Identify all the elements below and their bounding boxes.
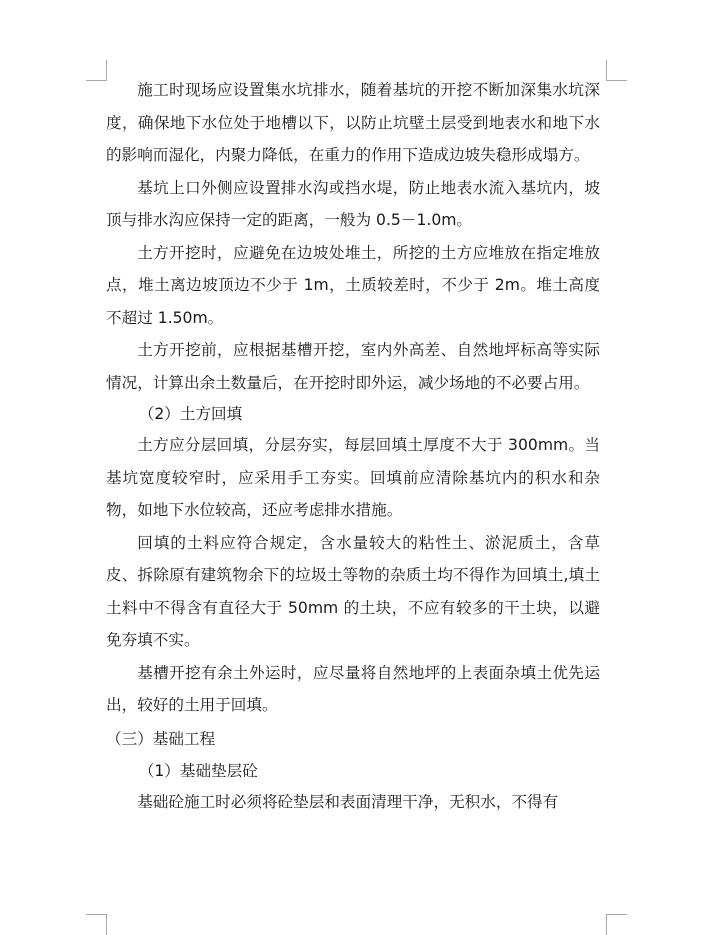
heading-foundation-works: （三）基础工程 xyxy=(106,729,216,748)
heading-backfill: （2）土方回填 xyxy=(138,405,243,423)
paragraph-excess-soil: 土方开挖前，应根据基槽开挖，室内外高差、自然地坪标高等实际情况，计算出余土数量后，在开挖时即外运，减少场地的不必要占用。 xyxy=(106,341,600,392)
paragraph-backfill-material: 回填的土料应符合规定，含水量较大的粘性土、淤泥质土，含草皮、拆除原有建筑物余下的垃圾土等物的杂质土均不得作为回填土,填土土料中不得含有直径大于 50mm 的土块，不应有较多的干土块，以避免夯填不实。 xyxy=(106,533,600,649)
paragraph-surplus-soil-transport: 基槽开挖有余土外运时，应尽量将自然地坪的上表面杂填土优先运 出，较好的土用于回填。 xyxy=(106,663,610,714)
page-corner-mark-top-right xyxy=(606,60,627,81)
paragraph-soil-stacking: 土方开挖时，应避免在边坡处堆土，所挖的土方应堆放在指定堆放点，堆土离边坡顶边不少于 1m，土质较差时，不少于 2m。堆土高度不超过 1.50m。 xyxy=(106,243,600,327)
page-corner-mark-bottom-right xyxy=(606,914,627,935)
paragraph-sump-drainage: 施工时现场应设置集水坑排水，随着基坑的开挖不断加深集水坑深度，确保地下水位处于地槽以下，以防止坑壁土层受到地表水和地下水的影响而湿化，内聚力降低，在重力的作用下造成边坡失稳形成塌方。 xyxy=(106,81,600,164)
page-corner-mark-top-left xyxy=(86,60,107,81)
page-corner-mark-bottom-left xyxy=(86,914,107,935)
paragraph-layered-backfill: 土方应分层回填，分层夯实，每层回填土厚度不大于 300mm。当基坑宽度较窄时，应采用手工夯实。回填前应清除基坑内的积水和杂物，如地下水位较高，还应考虑排水措施。 xyxy=(106,436,600,519)
heading-foundation-cushion: （1）基础垫层砼 xyxy=(138,762,258,780)
paragraph-foundation-concrete: 基础砼施工时必须将砼垫层和表面清理干净，无积水，不得有 xyxy=(137,793,559,811)
document-body xyxy=(106,74,610,819)
paragraph-drain-ditch: 基坑上口外侧应设置排水沟或挡水堤，防止地表水流入基坑内，坡顶与排水沟应保持一定的距离，一般为 0.5－1.0m。 xyxy=(106,178,600,229)
